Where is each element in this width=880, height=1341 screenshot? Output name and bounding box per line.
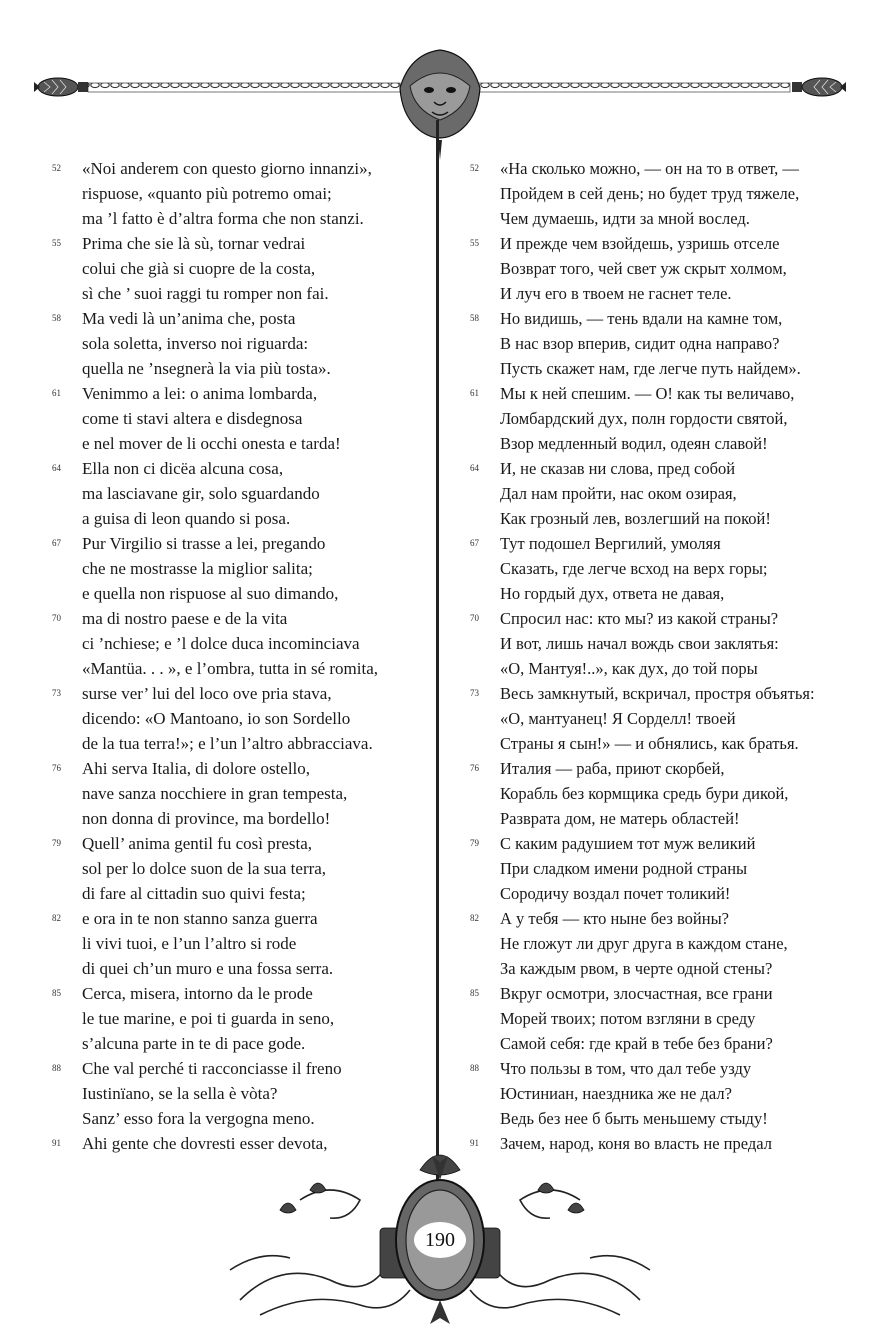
lion-mask-icon [400, 50, 480, 160]
verse-line: Cerca, misera, intorno da le prode [82, 984, 313, 1003]
russian-tercet-61 [470, 381, 850, 456]
italian-tercet-55 [52, 231, 424, 306]
verse-line: li vivi tuoi, e l’un l’altro si rode [82, 934, 297, 953]
verse-line: s’alcuna parte in te di pace gode. [82, 1034, 306, 1053]
verse-line: Что пользы в том, что дал тебе узду [500, 1059, 752, 1078]
verse-line: С каким радушием тот муж великий [500, 834, 756, 853]
verse-number: 70 [52, 613, 61, 623]
italian-tercet-88 [52, 1056, 424, 1131]
verse-line: Италия — раба, приют скорбей, [500, 759, 725, 778]
russian-tercet-58 [470, 306, 850, 381]
russian-tercet-73 [470, 681, 850, 756]
verse-number: 67 [470, 538, 479, 548]
verse-line: e nel mover de li occhi onesta e tarda! [82, 434, 341, 453]
verse-line: Корабль без кормщика средь бури дикой, [500, 784, 789, 803]
verse-line: А у тебя — кто ныне без войны? [500, 909, 729, 928]
italian-tercet-52 [52, 156, 424, 231]
verse-number: 70 [470, 613, 479, 623]
verse-line: Пусть скажет нам, где легче путь найдем». [500, 359, 801, 378]
russian-tercet-67 [470, 531, 850, 606]
verse-line: sol per lo dolce suon de la sua terra, [82, 859, 327, 878]
italian-tercet-79 [52, 831, 424, 906]
russian-tercet-79 [470, 831, 850, 906]
verse-line: В нас взор вперив, сидит одна направо? [500, 334, 780, 353]
verse-line: ci ’nchiese; e ’l dolce duca incominciava [82, 634, 360, 653]
verse-line: Но гордый дух, ответа не давая, [500, 584, 725, 603]
verse-number: 82 [470, 913, 479, 923]
verse-number: 58 [470, 313, 479, 323]
italian-tercet-58 [52, 306, 424, 381]
verse-line: Морей твоих; потом взгляни в среду [500, 1009, 756, 1028]
verse-line: rispuose, «quanto più potremo omai; [82, 184, 332, 203]
verse-number: 91 [470, 1138, 479, 1148]
verse-line: che ne mostrasse la miglior salita; [82, 559, 313, 578]
verse-line: «На сколько можно, — он на то в ответ, — [500, 159, 799, 178]
verse-line: Ведь без нее б быть меньшему стыду! [500, 1109, 768, 1128]
italian-tercet-61 [52, 381, 424, 456]
verse-line: Quell’ anima gentil fu così presta, [82, 834, 313, 853]
verse-number: 55 [470, 238, 479, 248]
russian-tercet-76 [470, 756, 850, 831]
verse-line: Сородичу воздал почет толикий! [500, 884, 731, 903]
verse-line: И луч его в твоем не гаснет теле. [500, 284, 732, 303]
italian-tercet-82 [52, 906, 424, 981]
italian-tercet-76 [52, 756, 424, 831]
italian-tercet-67 [52, 531, 424, 606]
verse-number: 85 [470, 988, 479, 998]
verse-line: Страны я сын!» — и обнялись, как братья. [500, 734, 799, 753]
verse-line: Iustinïano, se la sella è vòta? [82, 1084, 278, 1103]
italian-tercet-70 [52, 606, 424, 681]
verse-number: 55 [52, 238, 61, 248]
verse-line: Юстиниан, наездника же не дал? [500, 1084, 732, 1103]
left-finial-icon [34, 78, 88, 96]
verse-line: И, не сказав ни слова, пред собой [500, 459, 736, 478]
verse-line: Che val perché ti racconciasse il freno [82, 1059, 342, 1078]
verse-line: При сладком имени родной страны [500, 859, 748, 878]
italian-tercet-64 [52, 456, 424, 531]
verse-line: Не гложут ли друг друга в каждом стане, [500, 934, 788, 953]
verse-line: Ahi gente che dovresti esser devota, [82, 1134, 328, 1153]
verse-line: Ella non ci dicëa alcuna cosa, [82, 459, 284, 478]
verse-line: И прежде чем взойдешь, узришь отселе [500, 234, 780, 253]
verse-number: 52 [52, 163, 61, 173]
verse-number: 58 [52, 313, 61, 323]
verse-line: Тут подошел Вергилий, умоляя [500, 534, 721, 553]
verse-line: За каждым рвом, в черте одной стены? [500, 959, 773, 978]
verse-line: Sanz’ esso fora la vergogna meno. [82, 1109, 315, 1128]
verse-line: Чем думаешь, идти за мной вослед. [500, 209, 750, 228]
verse-line: «О, Мантуя!..», как дух, до той поры [500, 659, 758, 678]
verse-line: come ti stavi altera e disdegnosa [82, 409, 303, 428]
verse-line: colui che già si cuopre de la costa, [82, 259, 316, 278]
russian-tercet-55 [470, 231, 850, 306]
verse-line: sola soletta, inverso noi riguarda: [82, 334, 309, 353]
verse-line: di quei ch’un muro e una fossa serra. [82, 959, 334, 978]
verse-number: 67 [52, 538, 61, 548]
russian-tercet-85 [470, 981, 850, 1056]
verse-line: ma ’l fatto è d’altra forma che non stanzi. [82, 209, 364, 228]
italian-tercet-85 [52, 981, 424, 1056]
verse-number: 91 [52, 1138, 61, 1148]
verse-number: 73 [52, 688, 61, 698]
russian-tercet-88 [470, 1056, 850, 1131]
verse-line: ma di nostro paese e de la vita [82, 609, 288, 628]
russian-tercet-64 [470, 456, 850, 531]
verse-line: e ora in te non stanno sanza guerra [82, 909, 318, 928]
verse-line: di fare al cittadin suo quivi festa; [82, 884, 306, 903]
verse-line: e quella non rispuose al suo dimando, [82, 584, 339, 603]
verse-line: «О, мантуанец! Я Сорделл! твоей [500, 709, 736, 728]
verse-line: Дал нам пройти, нас оком озирая, [500, 484, 737, 503]
verse-number: 88 [470, 1063, 479, 1073]
right-finial-icon [792, 78, 846, 96]
verse-line: Взор медленный водил, одеян славой! [500, 434, 768, 453]
russian-tercet-70 [470, 606, 850, 681]
verse-number: 61 [470, 388, 479, 398]
verse-number: 73 [470, 688, 479, 698]
verse-line: a guisa di leon quando si posa. [82, 509, 291, 528]
verse-number: 79 [52, 838, 61, 848]
russian-tercet-82 [470, 906, 850, 981]
verse-number: 85 [52, 988, 61, 998]
verse-number: 64 [52, 463, 61, 473]
verse-line: le tue marine, e poi ti guarda in seno, [82, 1009, 335, 1028]
verse-line: non donna di province, ma bordello! [82, 809, 331, 828]
verse-line: Venimmo a lei: o anima lombarda, [82, 384, 318, 403]
verse-line: Пройдем в сей день; но будет труд тяжеле, [500, 184, 800, 203]
verse-line: Ahi serva Italia, di dolore ostello, [82, 759, 311, 778]
verse-line: Prima che sie là sù, tornar vedrai [82, 234, 306, 253]
verse-line: Ma vedi là un’anima che, posta [82, 309, 296, 328]
verse-line: Ломбардский дух, полн гордости святой, [500, 409, 788, 428]
verse-number: 64 [470, 463, 479, 473]
russian-column [470, 156, 850, 1156]
verse-line: Спросил нас: кто мы? из какой страны? [500, 609, 779, 628]
verse-number: 76 [470, 763, 479, 773]
verse-line: Вкруг осмотри, злосчастная, все грани [500, 984, 773, 1003]
verse-line: Возврат того, чей свет уж скрыт холмом, [500, 259, 787, 278]
verse-line: Весь замкнутый, вскричал, простря объятья: [500, 684, 815, 703]
verse-line: quella ne ’nsegnerà la via più tosta». [82, 359, 331, 378]
verse-line: «Mantüa. . . », e l’ombra, tutta in sé romita, [82, 659, 379, 678]
verse-number: 88 [52, 1063, 61, 1073]
verse-number: 82 [52, 913, 61, 923]
column-divider [436, 120, 439, 1180]
verse-line: Pur Virgilio si trasse a lei, pregando [82, 534, 326, 553]
italian-tercet-73 [52, 681, 424, 756]
verse-line: Как грозный лев, возлегший на покой! [500, 509, 771, 528]
verse-line: nave sanza nocchiere in gran tempesta, [82, 784, 348, 803]
top-chain-ornament [0, 40, 880, 160]
verse-line: Развратa дом, не матерь областей! [500, 809, 740, 828]
verse-line: ma lasciavane gir, solo sguardando [82, 484, 320, 503]
verse-line: Зачем, народ, коня во власть не предал [500, 1134, 772, 1153]
verse-line: dicendo: «O Mantoano, io son Sordello [82, 709, 351, 728]
page-number: 190 [414, 1222, 466, 1258]
verse-line: Мы к ней спешим. — О! как ты величаво, [500, 384, 795, 403]
russian-tercet-52 [470, 156, 850, 231]
italian-column [52, 156, 424, 1156]
verse-line: Сказать, где легче всход на верх горы; [500, 559, 768, 578]
verse-line: «Noi anderem con questo giorno innanzi», [82, 159, 372, 178]
verse-number: 52 [470, 163, 479, 173]
verse-line: sì che ’ suoi raggi tu romper non fai. [82, 284, 329, 303]
verse-line: surse ver’ lui del loco ove pria stava, [82, 684, 332, 703]
verse-number: 61 [52, 388, 61, 398]
verse-line: de la tua terra!»; e l’un l’altro abbracciava. [82, 734, 373, 753]
verse-line: И вот, лишь начал вождь свои заклятья: [500, 634, 779, 653]
verse-number: 79 [470, 838, 479, 848]
verse-line: Самой себя: где край в тебе без брани? [500, 1034, 773, 1053]
verse-line: Но видишь, — тень вдали на камне том, [500, 309, 783, 328]
verse-number: 76 [52, 763, 61, 773]
